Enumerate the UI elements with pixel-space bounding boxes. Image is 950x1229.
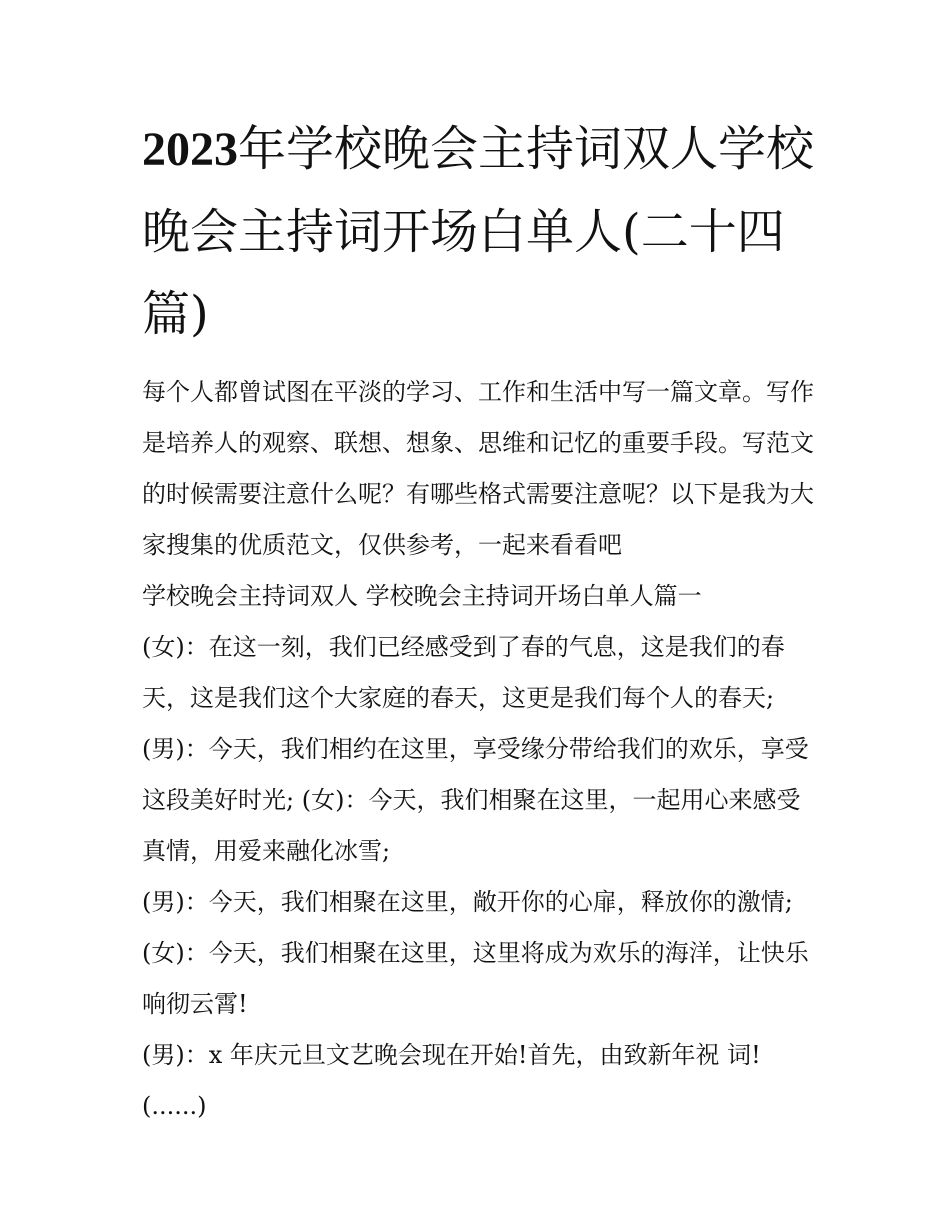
title-year: 2023 [142, 123, 238, 176]
document-page [142, 108, 822, 1132]
document-title [142, 108, 822, 355]
section-heading: 学校晚会主持词双人 学校晚会主持词开场白单人篇一 [142, 582, 702, 610]
document-body [142, 367, 822, 1132]
body-paragraph: (男)：今天，我们相约在这里，享受缘分带给我们的欢乐，享受这段美好时光; (女)：今天，我们相聚在这里，一起用心来感受真情，用爱来融化冰雪; [142, 735, 809, 865]
body-paragraph: (男)：今天，我们相聚在这里，敞开你的心扉，释放你的激情; (女)：今天，我们相聚在这里，这里将成为欢乐的海洋，让快乐响彻云霄! [142, 888, 809, 1018]
body-paragraph: (男)：x 年庆元旦文艺晚会现在开始!首先，由致新年祝 词! [142, 1041, 761, 1069]
body-paragraph: (女)：在这一刻，我们已经感受到了春的气息，这是我们的春天，这是我们这个大家庭的春天，这更是我们每个人的春天; [142, 633, 785, 712]
body-paragraph: (......) [142, 1092, 207, 1120]
intro-paragraph: 每个人都曾试图在平淡的学习、工作和生活中写一篇文章。写作是培养人的观察、联想、想象、思维和记忆的重要手段。写范文的时候需要注意什么呢？有哪些格式需要注意呢？以下是我为大家搜集的优质范文，仅供参考，一起来看看吧 [142, 378, 814, 559]
title-text: 年学校晚会主持词双人学校晚会主持词开场白单人(二十四篇) [142, 121, 815, 342]
